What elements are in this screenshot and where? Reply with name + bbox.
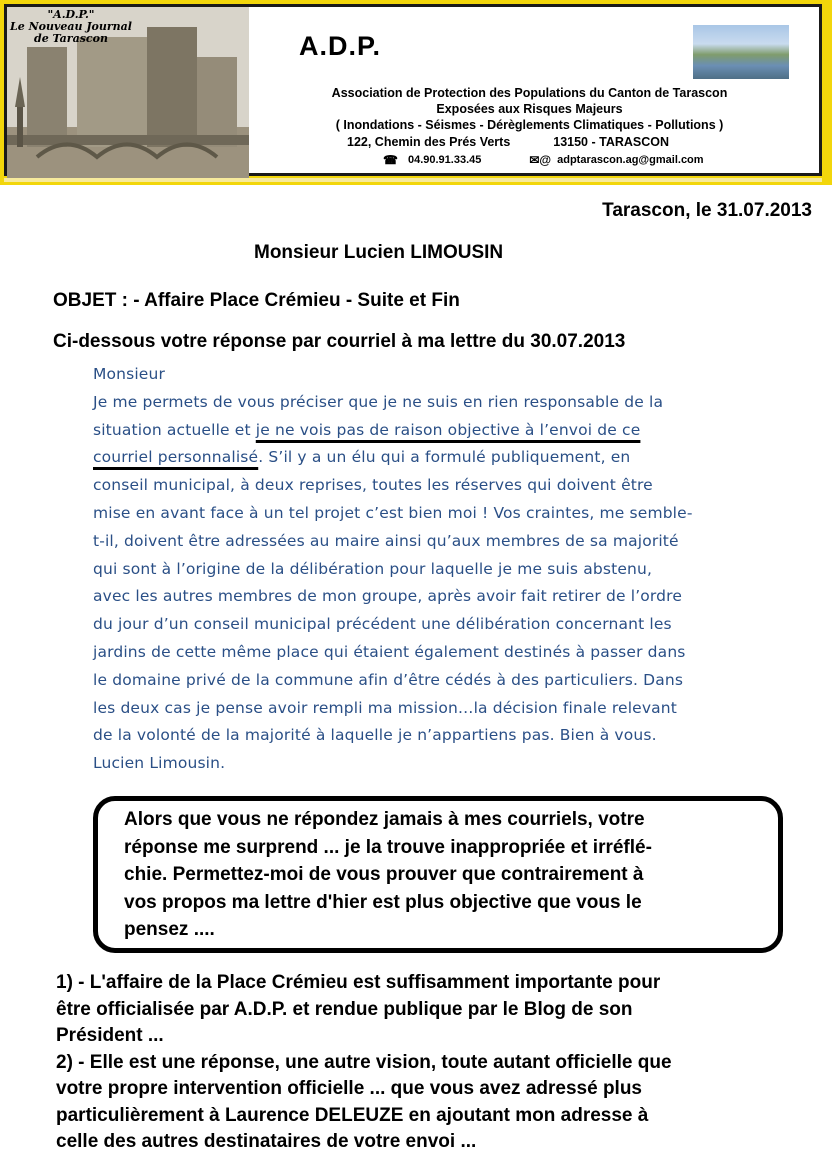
point-2-line: celle des autres destinataires de votre envoi ...: [56, 1131, 477, 1152]
email-line: les deux cas je pense avoir rempli ma mission…la décision finale relevant: [93, 698, 678, 717]
email-line: Je me permets de vous préciser que je ne suis en rien responsable de la: [93, 392, 664, 411]
email-line: le domaine privé de la commune afin d’être cédés à des particuliers. Dans: [93, 670, 684, 689]
email-line: situation actuelle et je ne vois pas de raison objective à l’envoi de ce: [93, 420, 641, 439]
letterhead: [0, 0, 832, 185]
email-line: de la volonté de la majorité à laquelle je n’appartiens pas. Bien à vous.: [93, 726, 657, 745]
email-line: conseil municipal, à deux reprises, toutes les réserves qui doivent être: [93, 476, 653, 495]
letter-date: Tarascon, le 31.07.2013: [602, 200, 812, 221]
quoted-email-reply: [93, 361, 783, 778]
email-signature: Lucien Limousin.: [93, 754, 226, 773]
mail-icon: ✉@: [529, 153, 552, 167]
email-line: courriel personnalisé. S’il y a un élu qui a formulé publiquement, en: [93, 448, 631, 467]
callout-line: vos propos ma lettre d'hier est plus objective que vous le: [124, 891, 642, 913]
email-line: du jour d’un conseil municipal précédent une délibération concernant les: [93, 615, 672, 634]
callout-line: chie. Permettez-moi de vous prouver que contrairement à: [124, 864, 644, 885]
letter-intro: Ci-dessous votre réponse par courriel à ma lettre du 30.07.2013: [53, 331, 626, 352]
email-line: t-il, doivent être adressées au maire ainsi qu’aux membres de sa majorité: [93, 531, 679, 550]
letter-recipient: Monsieur Lucien LIMOUSIN: [254, 242, 504, 263]
callout-line: pensez ....: [124, 919, 215, 940]
point-2-line: 2) - Elle est une réponse, une autre vision, toute autant officielle que: [56, 1051, 672, 1073]
email-line: jardins de cette même place qui étaient également destinés à passer dans: [93, 642, 686, 661]
point-2-line: votre propre intervention officielle ... que vous avez adressé plus: [56, 1078, 643, 1099]
letterhead-panel: [4, 4, 822, 176]
callout-line: réponse me surprend ... je la trouve inappropriée et irréflé-: [124, 836, 652, 858]
phone-icon: ☎: [383, 153, 398, 167]
email-line: avec les autres membres de mon groupe, après avoir fait retirer de l’ordre: [93, 587, 683, 606]
journal-title: "A.D.P." Le Nouveau Journal de Tarascon: [10, 8, 132, 45]
callout-line: Alors que vous ne répondez jamais à mes courriels, votre: [124, 809, 645, 830]
point-1-line: Président ...: [56, 1025, 164, 1046]
callout-text: [124, 806, 774, 944]
org-contact: [383, 153, 704, 167]
point-2-line: particulièrement à Laurence DELEUZE en ajoutant mon adresse à: [56, 1104, 649, 1126]
postcode-city: 13150 - TARASCON: [553, 135, 670, 149]
phone-number: 04.90.91.33.45: [407, 154, 482, 166]
river-photo: [693, 25, 789, 79]
email-line: mise en avant face à un tel projet c’est bien moi ! Vos craintes, me semble-: [93, 503, 693, 522]
org-short-name: A.D.P.: [299, 31, 382, 61]
numbered-points: [56, 970, 831, 1156]
castle-illustration: [7, 7, 249, 179]
underlined-quote: courriel personnalisé: [93, 448, 259, 467]
point-1-line: 1) - L'affaire de la Place Crémieu est suffisamment importante pour: [56, 972, 661, 993]
email-line: Monsieur: [93, 365, 165, 383]
org-full-name: [257, 85, 802, 133]
street-address: 122, Chemin des Prés Verts: [347, 135, 511, 149]
org-name-line: Association de Protection des Populations du Canton de Tarascon: [331, 86, 728, 100]
org-address: [347, 135, 669, 149]
point-1-line: être officialisée par A.D.P. et rendue publique par le Blog de son: [56, 998, 633, 1020]
email-address[interactable]: adptarascon.ag@gmail.com: [557, 154, 704, 166]
letterhead-shadow: [4, 178, 822, 182]
org-name-line: Exposées aux Risques Majeurs: [436, 102, 623, 116]
letter-subject: OBJET : - Affaire Place Crémieu - Suite et Fin: [53, 290, 460, 311]
underlined-quote: je ne vois pas de raison objective à l’envoi de ce: [255, 420, 641, 439]
org-risks-line: ( Inondations - Séismes - Dérèglements Climatiques - Pollutions ): [335, 118, 724, 132]
email-line: qui sont à l’origine de la délibération pour laquelle je me suis abstenu,: [93, 559, 653, 578]
